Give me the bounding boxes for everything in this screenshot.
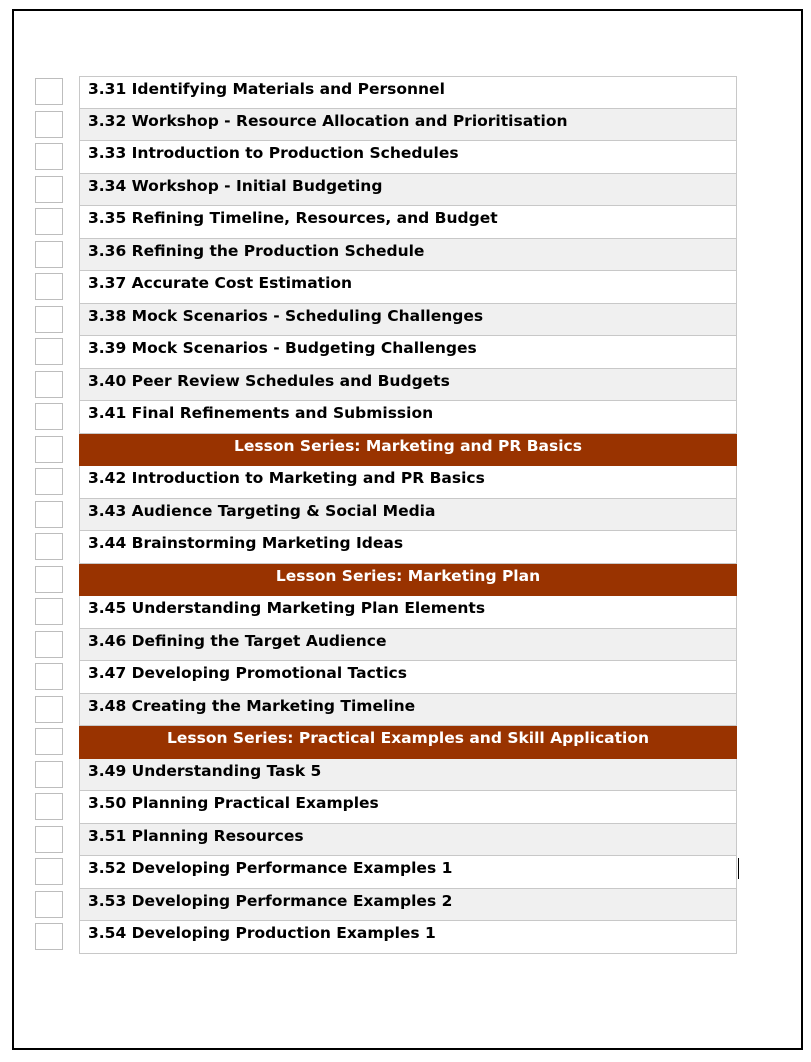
lesson-title: 3.50 Planning Practical Examples xyxy=(79,791,737,824)
lesson-title: 3.49 Understanding Task 5 xyxy=(79,759,737,792)
lesson-title: 3.35 Refining Timeline, Resources, and Budget xyxy=(79,206,737,239)
lesson-title: 3.36 Refining the Production Schedule xyxy=(79,239,737,272)
lesson-checkbox[interactable] xyxy=(35,533,63,560)
series-header: Lesson Series: Practical Examples and Skill Application xyxy=(79,726,737,759)
lesson-checkbox[interactable] xyxy=(35,436,63,463)
lesson-title: 3.39 Mock Scenarios - Budgeting Challenges xyxy=(79,336,737,369)
lesson-checkbox[interactable] xyxy=(35,501,63,528)
lesson-checkbox[interactable] xyxy=(35,78,63,105)
lesson-checkbox[interactable] xyxy=(35,241,63,268)
lesson-title: 3.33 Introduction to Production Schedules xyxy=(79,141,737,174)
lesson-checkbox[interactable] xyxy=(35,826,63,853)
lesson-title: 3.32 Workshop - Resource Allocation and Prioritisation xyxy=(79,109,737,142)
lesson-checkbox[interactable] xyxy=(35,338,63,365)
lesson-checkbox[interactable] xyxy=(35,891,63,918)
lesson-title: 3.37 Accurate Cost Estimation xyxy=(79,271,737,304)
lesson-checkbox[interactable] xyxy=(35,598,63,625)
lesson-title: 3.44 Brainstorming Marketing Ideas xyxy=(79,531,737,564)
lesson-checkbox[interactable] xyxy=(35,306,63,333)
text-cursor xyxy=(738,858,739,879)
lesson-title: 3.47 Developing Promotional Tactics xyxy=(79,661,737,694)
lesson-title: 3.43 Audience Targeting & Social Media xyxy=(79,499,737,532)
lesson-checkbox[interactable] xyxy=(35,858,63,885)
lesson-title: 3.38 Mock Scenarios - Scheduling Challenges xyxy=(79,304,737,337)
lesson-checkbox[interactable] xyxy=(35,111,63,138)
lesson-title: 3.46 Defining the Target Audience xyxy=(79,629,737,662)
lesson-checkbox[interactable] xyxy=(35,176,63,203)
lesson-checkbox[interactable] xyxy=(35,696,63,723)
lesson-title: 3.40 Peer Review Schedules and Budgets xyxy=(79,369,737,402)
lesson-title: 3.52 Developing Performance Examples 1 xyxy=(79,856,737,889)
lesson-checkbox[interactable] xyxy=(35,793,63,820)
lesson-checkbox[interactable] xyxy=(35,371,63,398)
lesson-checkbox[interactable] xyxy=(35,728,63,755)
lesson-checkbox[interactable] xyxy=(35,208,63,235)
lesson-checkbox[interactable] xyxy=(35,468,63,495)
lesson-checkbox[interactable] xyxy=(35,663,63,690)
lesson-checkbox[interactable] xyxy=(35,566,63,593)
lesson-checkbox[interactable] xyxy=(35,403,63,430)
lesson-checkbox[interactable] xyxy=(35,273,63,300)
series-header: Lesson Series: Marketing and PR Basics xyxy=(79,434,737,467)
lesson-checkbox[interactable] xyxy=(35,631,63,658)
lesson-title: 3.45 Understanding Marketing Plan Elements xyxy=(79,596,737,629)
lesson-title: 3.53 Developing Performance Examples 2 xyxy=(79,889,737,922)
lesson-title: 3.31 Identifying Materials and Personnel xyxy=(79,76,737,109)
series-header: Lesson Series: Marketing Plan xyxy=(79,564,737,597)
lesson-checkbox[interactable] xyxy=(35,923,63,950)
lesson-title: 3.41 Final Refinements and Submission xyxy=(79,401,737,434)
lesson-title: 3.42 Introduction to Marketing and PR Basics xyxy=(79,466,737,499)
lesson-checkbox[interactable] xyxy=(35,143,63,170)
lesson-title: 3.48 Creating the Marketing Timeline xyxy=(79,694,737,727)
lesson-checkbox[interactable] xyxy=(35,761,63,788)
lesson-title: 3.54 Developing Production Examples 1 xyxy=(79,921,737,954)
lesson-title: 3.34 Workshop - Initial Budgeting xyxy=(79,174,737,207)
lesson-title: 3.51 Planning Resources xyxy=(79,824,737,857)
